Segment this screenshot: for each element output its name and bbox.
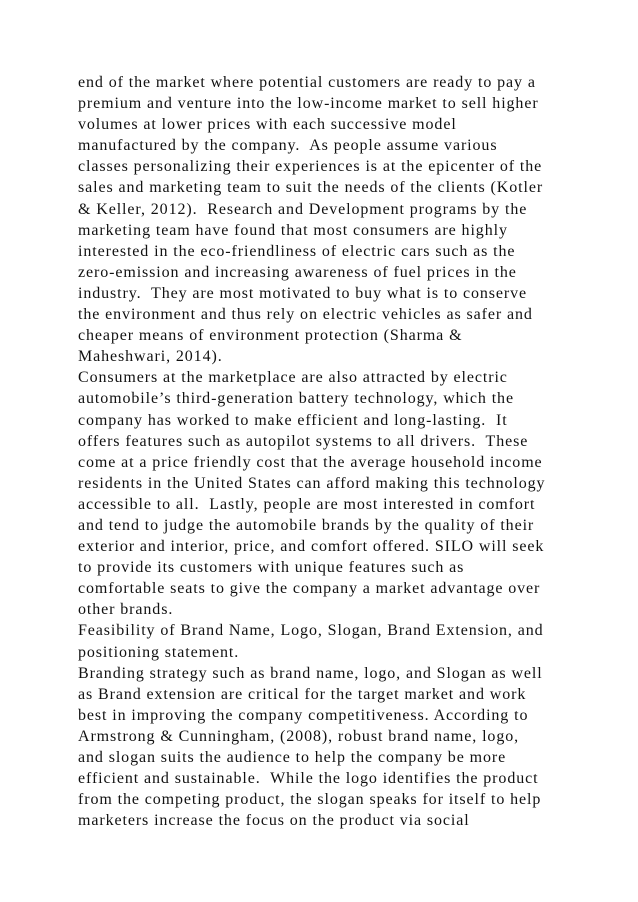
text-line: as Brand extension are critical for the target market and work xyxy=(78,685,527,703)
section-heading-line: positioning statement. xyxy=(78,643,240,661)
body-text xyxy=(78,72,568,831)
text-line: end of the market where potential customers are ready to pay a xyxy=(78,74,536,91)
text-line: automobile’s third-generation battery technology, which the xyxy=(78,390,514,408)
text-line: & Keller, 2012). Research and Development programs by the xyxy=(78,200,528,218)
text-line: Branding strategy such as brand name, logo, and Slogan as well xyxy=(78,664,543,682)
text-line: sales and marketing team to suit the needs of the clients (Kotler xyxy=(78,179,544,197)
text-line: other brands. xyxy=(78,601,174,619)
text-line: industry. They are most motivated to buy what is to conserve xyxy=(78,284,528,302)
text-line: marketers increase the focus on the product via social xyxy=(78,812,470,830)
text-line: cheaper means of environment protection (Sharma & xyxy=(78,327,463,345)
text-line: zero-emission and increasing awareness of fuel prices in the xyxy=(78,263,517,281)
text-line: classes personalizing their experiences is at the epicenter of the xyxy=(78,158,543,176)
text-line: company has worked to make efficient and long-lasting. It xyxy=(78,411,508,429)
text-line: accessible to all. Lastly, people are most interested in comfort xyxy=(78,495,536,513)
text-line: interested in the eco-friendliness of electric cars such as the xyxy=(78,242,516,260)
text-line: the environment and thus rely on electric vehicles as safer and xyxy=(78,306,533,324)
text-line: efficient and sustainable. While the logo identifies the product xyxy=(78,770,539,788)
text-line: Armstrong & Cunningham, (2008), robust brand name, logo, xyxy=(78,727,520,745)
text-line: manufactured by the company. As people assume various xyxy=(78,137,498,155)
text-line: to provide its customers with unique features such as xyxy=(78,559,465,577)
text-line: premium and venture into the low-income market to sell higher xyxy=(78,95,539,113)
text-line: Maheshwari, 2014). xyxy=(78,348,223,366)
text-line: and slogan suits the audience to help the company be more xyxy=(78,749,507,766)
text-line: best in improving the company competitiveness. According to xyxy=(78,706,529,724)
text-line: from the competing product, the slogan speaks for itself to help xyxy=(78,791,542,809)
text-line: and tend to judge the automobile brands by the quality of their xyxy=(78,516,535,534)
text-line: marketing team have found that most consumers are highly xyxy=(78,221,508,239)
text-line: Consumers at the marketplace are also attracted by electric xyxy=(78,369,508,387)
text-line: exterior and interior, price, and comfort offered. SILO will seek xyxy=(78,538,545,556)
text-line: come at a price friendly cost that the average household income xyxy=(78,453,543,471)
text-line: residents in the United States can afford making this technology xyxy=(78,474,546,492)
text-line: offers features such as autopilot systems to all drivers. These xyxy=(78,432,529,450)
text-line: comfortable seats to give the company a market advantage over xyxy=(78,580,541,598)
section-heading-line: Feasibility of Brand Name, Logo, Slogan, Brand Extension, and xyxy=(78,622,544,640)
text-line: volumes at lower prices with each successive model xyxy=(78,116,457,134)
